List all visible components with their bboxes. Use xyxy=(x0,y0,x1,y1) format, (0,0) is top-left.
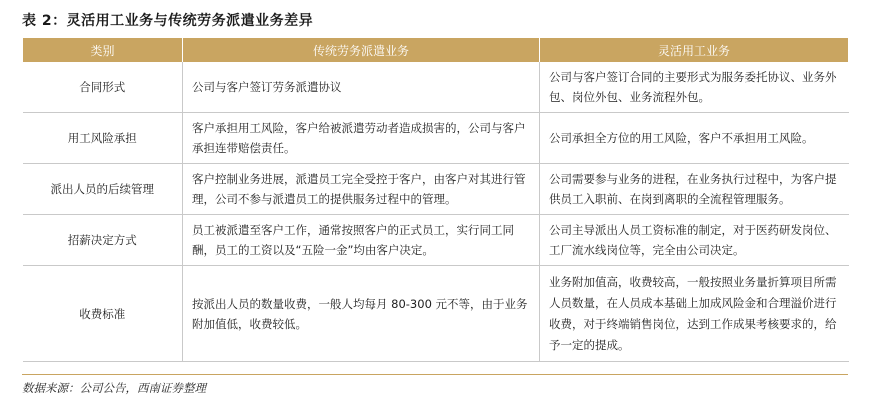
row-category: 合同形式 xyxy=(23,62,183,113)
source-note: 数据来源：公司公告，西南证券整理 xyxy=(22,381,206,395)
header-traditional: 传统劳务派遣业务 xyxy=(183,38,540,62)
table-row xyxy=(23,266,849,362)
table-row xyxy=(23,113,849,164)
row-traditional: 客户控制业务进展，派遣员工完全受控于客户，由客户对其进行管理，公司不参与派遣员工的提供服务过程中的管理。 xyxy=(183,164,540,215)
table-row xyxy=(23,62,849,113)
header-flexible: 灵活用工业务 xyxy=(540,38,849,62)
bottom-rule xyxy=(22,374,848,375)
table-row xyxy=(23,215,849,266)
table-header-row xyxy=(23,38,849,62)
row-flexible: 公司需要参与业务的进程，在业务执行过程中，为客户提供员工入职前、在岗到离职的全流程管理服务。 xyxy=(540,164,849,215)
row-traditional: 按派出人员的数量收费，一般人均每月 80-300 元不等，由于业务附加值低，收费较低。 xyxy=(183,266,540,362)
row-flexible: 公司主导派出人员工资标准的制定，对于医药研发岗位、工厂流水线岗位等，完全由公司决定。 xyxy=(540,215,849,266)
comparison-table xyxy=(22,38,849,362)
row-traditional: 客户承担用工风险，客户给被派遣劳动者造成损害的，公司与客户承担连带赔偿责任。 xyxy=(183,113,540,164)
header-category: 类别 xyxy=(23,38,183,62)
row-traditional: 公司与客户签订劳务派遣协议 xyxy=(183,62,540,113)
table-row xyxy=(23,164,849,215)
row-category: 收费标准 xyxy=(23,266,183,362)
row-flexible: 公司与客户签订合同的主要形式为服务委托协议、业务外包、岗位外包、业务流程外包。 xyxy=(540,62,849,113)
row-category: 用工风险承担 xyxy=(23,113,183,164)
row-category: 派出人员的后续管理 xyxy=(23,164,183,215)
row-traditional: 员工被派遣至客户工作，通常按照客户的正式员工，实行同工同酬，员工的工资以及“五险一金”均由客户决定。 xyxy=(183,215,540,266)
row-flexible: 业务附加值高，收费较高，一般按照业务量折算项目所需人员数量，在人员成本基础上加成风险金和合理溢价进行收费，对于终端销售岗位，达到工作成果考核要求的，给予一定的提成。 xyxy=(540,266,849,362)
row-flexible: 公司承担全方位的用工风险，客户不承担用工风险。 xyxy=(540,113,849,164)
table-title: 表 2：灵活用工业务与传统劳务派遣业务差异 xyxy=(22,13,314,29)
row-category: 招薪决定方式 xyxy=(23,215,183,266)
